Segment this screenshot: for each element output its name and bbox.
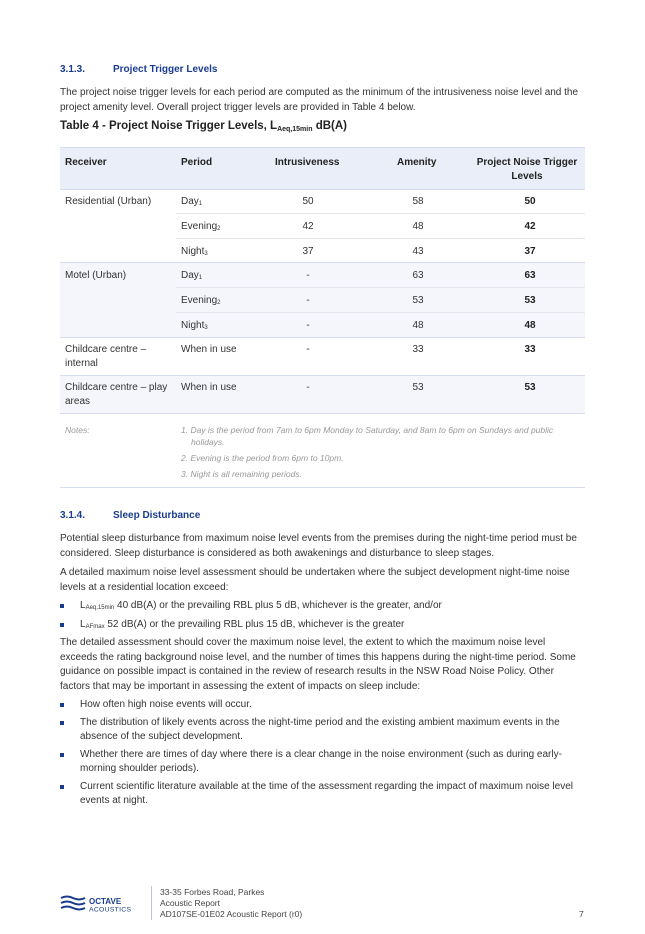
cell-period: Night$_3$ — [181, 320, 208, 331]
cell-period: Night$_3$ — [181, 246, 208, 257]
cell-intrusiveness: - — [306, 270, 310, 281]
bullet-icon — [60, 721, 64, 725]
bullet-icon — [60, 703, 64, 707]
bullet-icon — [60, 623, 64, 627]
cell-intrusiveness: - — [306, 295, 310, 306]
cell-period: Evening$_2$ — [181, 295, 221, 306]
cell-trigger: 42 — [524, 221, 536, 232]
cell-trigger: 37 — [524, 246, 536, 257]
page-number: 7 — [579, 909, 584, 919]
table-header-row — [60, 147, 585, 190]
group-divider — [60, 413, 585, 414]
cell-period: When in use — [181, 382, 237, 393]
cell-period: Day$_1$ — [181, 270, 203, 281]
cell-amenity: 43 — [412, 246, 424, 257]
logo-text-line2: ACOUSTICS — [89, 906, 132, 914]
notes-label: Notes: — [65, 425, 90, 435]
footer-doc-type: Acoustic Report — [160, 898, 220, 908]
cell-amenity: 53 — [412, 382, 424, 393]
cell-amenity: 58 — [412, 196, 424, 207]
cell-trigger: 48 — [524, 320, 536, 331]
cell-amenity: 63 — [412, 270, 424, 281]
sleep-paragraph-1: Potential sleep disturbance from maximum noise level events from the premises during the night-time period must be considered. Sleep disturbance is considered as both awakenings and disturbance to sleep stages. — [60, 533, 577, 559]
list-item: Current scientific literature available at the time of the assessment regarding the impact of maximum noise level events at night. — [60, 780, 585, 809]
group-divider — [60, 375, 585, 376]
cell-intrusiveness: 50 — [302, 196, 314, 207]
bullet-icon — [60, 604, 64, 608]
group-divider — [60, 337, 585, 338]
table-title-unit: dB(A) — [312, 120, 347, 132]
cell-trigger: 33 — [524, 344, 536, 355]
section-heading-3-1-3 — [60, 64, 218, 75]
sleep-paragraph-3: The detailed assessment should cover the maximum noise level, the extent to which the maximum noise level exceeds the rating background noise level, and the number of times this happens during the night-time period. Some guidance on possible impact is contained in the review of research results in the NSW Road Noise Policy. Other factors that may be important in assessing the extent of impacts on sleep include: — [60, 637, 576, 692]
cell-intrusiveness: - — [306, 320, 310, 331]
header-period: Period — [181, 157, 213, 168]
cell-trigger: 53 — [524, 382, 536, 393]
header-trigger: Project Noise Trigger Levels — [476, 157, 578, 182]
row-band-motel — [60, 262, 585, 337]
section-title: Sleep Disturbance — [113, 510, 201, 521]
intro-paragraph: The project noise trigger levels for each period are computed as the minimum of the intrusiveness noise level and the project amenity level. Overall project trigger levels are provided in Table 4 below. — [60, 87, 579, 113]
cell-amenity: 33 — [412, 344, 424, 355]
bullet-icon — [60, 785, 64, 789]
section-heading-3-1-4 — [60, 510, 200, 521]
section-number: 3.1.4. — [60, 510, 86, 521]
sleep-paragraph-2: A detailed maximum noise level assessment should be undertaken where the subject development night-time noise levels at a residential location exceed: — [60, 567, 570, 593]
table-title — [60, 120, 347, 133]
table-title-subscript: Aeq,15min — [277, 126, 313, 133]
footer-address: 33-35 Forbes Road, Parkes — [160, 887, 265, 897]
factors-list — [60, 698, 585, 809]
cell-trigger: 53 — [524, 295, 536, 306]
table-title-main: Table 4 - Project Noise Trigger Levels, L — [60, 120, 278, 132]
cell-intrusiveness: 37 — [302, 246, 314, 257]
logo-waves-icon — [60, 893, 142, 915]
cell-trigger: 50 — [524, 196, 536, 207]
bullet-icon — [60, 753, 64, 757]
cell-amenity: 48 — [412, 320, 424, 331]
list-item: How often high noise events will occur. — [60, 698, 585, 713]
list-item: $L_{Aeq,15min}$ 40 dB(A) or the prevailing RBL plus 5 dB, whichever is the greater, and/or — [60, 599, 585, 616]
note-item: 1. Day is the period from 7am to 6pm Monday to Saturday, and 8am to 6pm on Sundays and public holidays. — [181, 425, 554, 447]
footer-doc-ref: AD107SE-01E02 Acoustic Report (r0) — [160, 909, 303, 919]
group-divider — [60, 262, 585, 263]
row-divider — [176, 312, 585, 313]
cell-period: Evening$_2$ — [181, 221, 221, 232]
cell-amenity: 53 — [412, 295, 424, 306]
footer-info — [160, 887, 302, 920]
cell-receiver: Childcare centre – internal — [65, 344, 147, 369]
octave-acoustics-logo — [60, 893, 142, 915]
cell-intrusiveness: - — [306, 344, 310, 355]
cell-intrusiveness: 42 — [302, 221, 314, 232]
cell-trigger: 63 — [524, 270, 536, 281]
header-amenity: Amenity — [397, 157, 437, 168]
list-item: The distribution of likely events across the night-time period and the existing ambient maximum events in the absence of the subject development. — [60, 716, 585, 745]
cell-amenity: 48 — [412, 221, 424, 232]
note-item: 3. Night is all remaining periods. — [181, 469, 302, 479]
cell-receiver: Childcare centre – play areas — [65, 382, 168, 407]
cell-receiver: Motel (Urban) — [65, 270, 127, 281]
cell-period: When in use — [181, 344, 237, 355]
row-divider — [176, 287, 585, 288]
header-receiver: Receiver — [65, 157, 107, 168]
criteria-list — [60, 599, 585, 634]
section-number: 3.1.3. — [60, 64, 86, 75]
note-item: 2. Evening is the period from 6pm to 10pm. — [181, 453, 344, 463]
section-title: Project Trigger Levels — [113, 64, 218, 75]
list-item: $L_{AFmax}$ 52 dB(A) or the prevailing RBL plus 15 dB, whichever is the greater — [60, 618, 585, 635]
row-divider — [176, 213, 585, 214]
cell-period: Day$_1$ — [181, 196, 203, 207]
logo-text-line1: OCTAVE — [89, 897, 122, 906]
cell-receiver: Residential (Urban) — [65, 196, 152, 207]
cell-intrusiveness: - — [306, 382, 310, 393]
row-divider — [176, 238, 585, 239]
header-intrusiveness: Intrusiveness — [275, 157, 340, 168]
list-item: Whether there are times of day where there is a clear change in the noise environment (such as during early-morning shoulder periods). — [60, 748, 585, 777]
footer-divider — [151, 886, 152, 920]
table-bottom-rule — [60, 487, 585, 488]
